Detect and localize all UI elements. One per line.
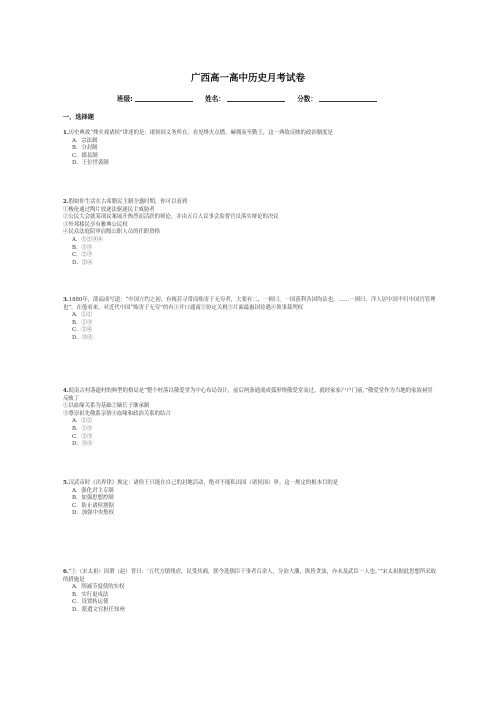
section-heading: 一、选择题	[63, 114, 94, 121]
answer-option[interactable]: C．②③	[72, 433, 93, 440]
question-statement: ④民众法庭陪审而级公职人员的任职资格	[63, 229, 161, 236]
question-text: 汉武帝时《出界律》规定：诸侯王只能在自己的封地活动，绝对不能私出国（诸侯国）界。这一规定的根本目的是	[68, 480, 339, 486]
page-title: 广西高一高中历史月考试卷	[190, 73, 305, 84]
answer-option[interactable]: B．①③	[72, 425, 93, 432]
answer-option[interactable]: C．②③	[72, 252, 93, 259]
question-text: 历史典故“烽火戏诸侯”讲述的是：诸侯因义务所在，看见烽火点燃，赫拥而至勤王，这一典故反映的政治制度是	[68, 130, 333, 136]
question-number: 5.	[63, 480, 69, 486]
question-stem	[63, 388, 438, 403]
question-statement: ①梭伦通过陶片放逐法驱逐民主威胁者	[63, 206, 155, 213]
answer-option[interactable]: C．②④	[72, 327, 93, 334]
answer-option[interactable]: C．郡县制	[72, 152, 98, 159]
student-info-line	[0, 93, 496, 103]
name-field[interactable]	[205, 95, 287, 103]
question-text: 假如你生活在古希腊民主制全盛时期，你可以看到	[68, 199, 188, 205]
answer-option[interactable]: B．实行更戍法	[72, 591, 109, 598]
question-2	[63, 199, 438, 267]
question-text: 皖南古村落遗村的典型的格局是“整个村落以敬爱堂为中心布局设计，前后两条通流成弧形绕敬爱堂而过，就经家家户户门前，”敬爱堂作为当地的家族祠堂反映了	[63, 388, 433, 402]
answer-option[interactable]: B．①③	[72, 244, 93, 251]
question-stem	[63, 569, 438, 584]
answer-option[interactable]: D．③④	[72, 441, 93, 448]
question-number: 1.	[63, 130, 69, 136]
class-blank[interactable]	[135, 101, 193, 102]
answer-option[interactable]: A．宗法制	[72, 137, 98, 144]
name-blank[interactable]	[227, 101, 285, 102]
question-stem	[63, 199, 438, 207]
question-text: 1880年，薛福成写道：“中国立约之初，有视若寻常而贻害于无穷者，大要有二，一则曰，一国获利各国均沾也，……一则曰，洋人居中国不归中国官管理也”。在他看来，对近代中国“贻害于无穷”的有①开口通商②协定关税③片面最惠国待遇④领事裁判权	[63, 297, 436, 311]
class-field[interactable]	[117, 95, 195, 103]
answer-option[interactable]: B．分封制	[72, 145, 98, 152]
score-blank[interactable]	[319, 101, 377, 102]
question-4	[63, 388, 438, 449]
answer-option[interactable]: D．派遣文官担任知州	[72, 606, 125, 613]
answer-option[interactable]: D．王位世袭制	[72, 160, 109, 167]
score-label: 分数：	[297, 95, 317, 103]
class-label: 班级:	[117, 95, 133, 103]
question-number: 3.	[63, 297, 69, 303]
question-statement: ①以血缘关系为基础②嫡长子继承制	[63, 403, 150, 410]
answer-option[interactable]: A．①②	[72, 312, 93, 319]
answer-option[interactable]: A．①②	[72, 418, 93, 425]
question-3	[63, 297, 438, 343]
answer-option[interactable]: A．削减节度使的实权	[72, 584, 125, 591]
question-stem	[63, 297, 438, 312]
question-number: 2.	[63, 199, 69, 205]
question-statement: ③外邦移民享有雅典公民权	[63, 221, 128, 228]
question-stem	[63, 480, 438, 488]
answer-option[interactable]: C．设置转运使	[72, 599, 109, 606]
question-1	[63, 130, 438, 168]
question-text: “上（宋太祖）因谓（赵）普曰：‘五代方镇残虐，民受其祸，朕今选儒臣干事者百余人，分治大藩，纵皆贪浊，亦未及武臣一人也。’”宋太祖据此思想所采取的措施是	[63, 569, 437, 583]
answer-option[interactable]: B．加强思想控制	[72, 495, 114, 502]
score-field[interactable]	[297, 95, 379, 103]
question-statement: ②公民大会就某项议案展开热烈而活跃的辩论，并由五百人议事会监督官员落实辩论的决议	[63, 214, 279, 221]
question-statement: ③尊崇祖先敬系亲情④血缘和政治关系的结合	[63, 410, 171, 417]
answer-option[interactable]: D．③④	[72, 334, 93, 341]
answer-option[interactable]: D．加强中央集权	[72, 510, 115, 517]
answer-option[interactable]: B．①③	[72, 319, 93, 326]
question-number: 6.	[63, 569, 69, 575]
question-5	[63, 480, 438, 518]
answer-option[interactable]: A．强化君主专制	[72, 487, 114, 494]
question-number: 4.	[63, 388, 69, 394]
question-stem	[63, 130, 438, 138]
answer-option[interactable]: A．①②③④	[72, 236, 103, 243]
name-label: 姓名：	[205, 95, 225, 103]
answer-option[interactable]: D．②④	[72, 259, 93, 266]
question-6	[63, 569, 438, 615]
answer-option[interactable]: C．防止诸侯割据	[72, 502, 114, 509]
